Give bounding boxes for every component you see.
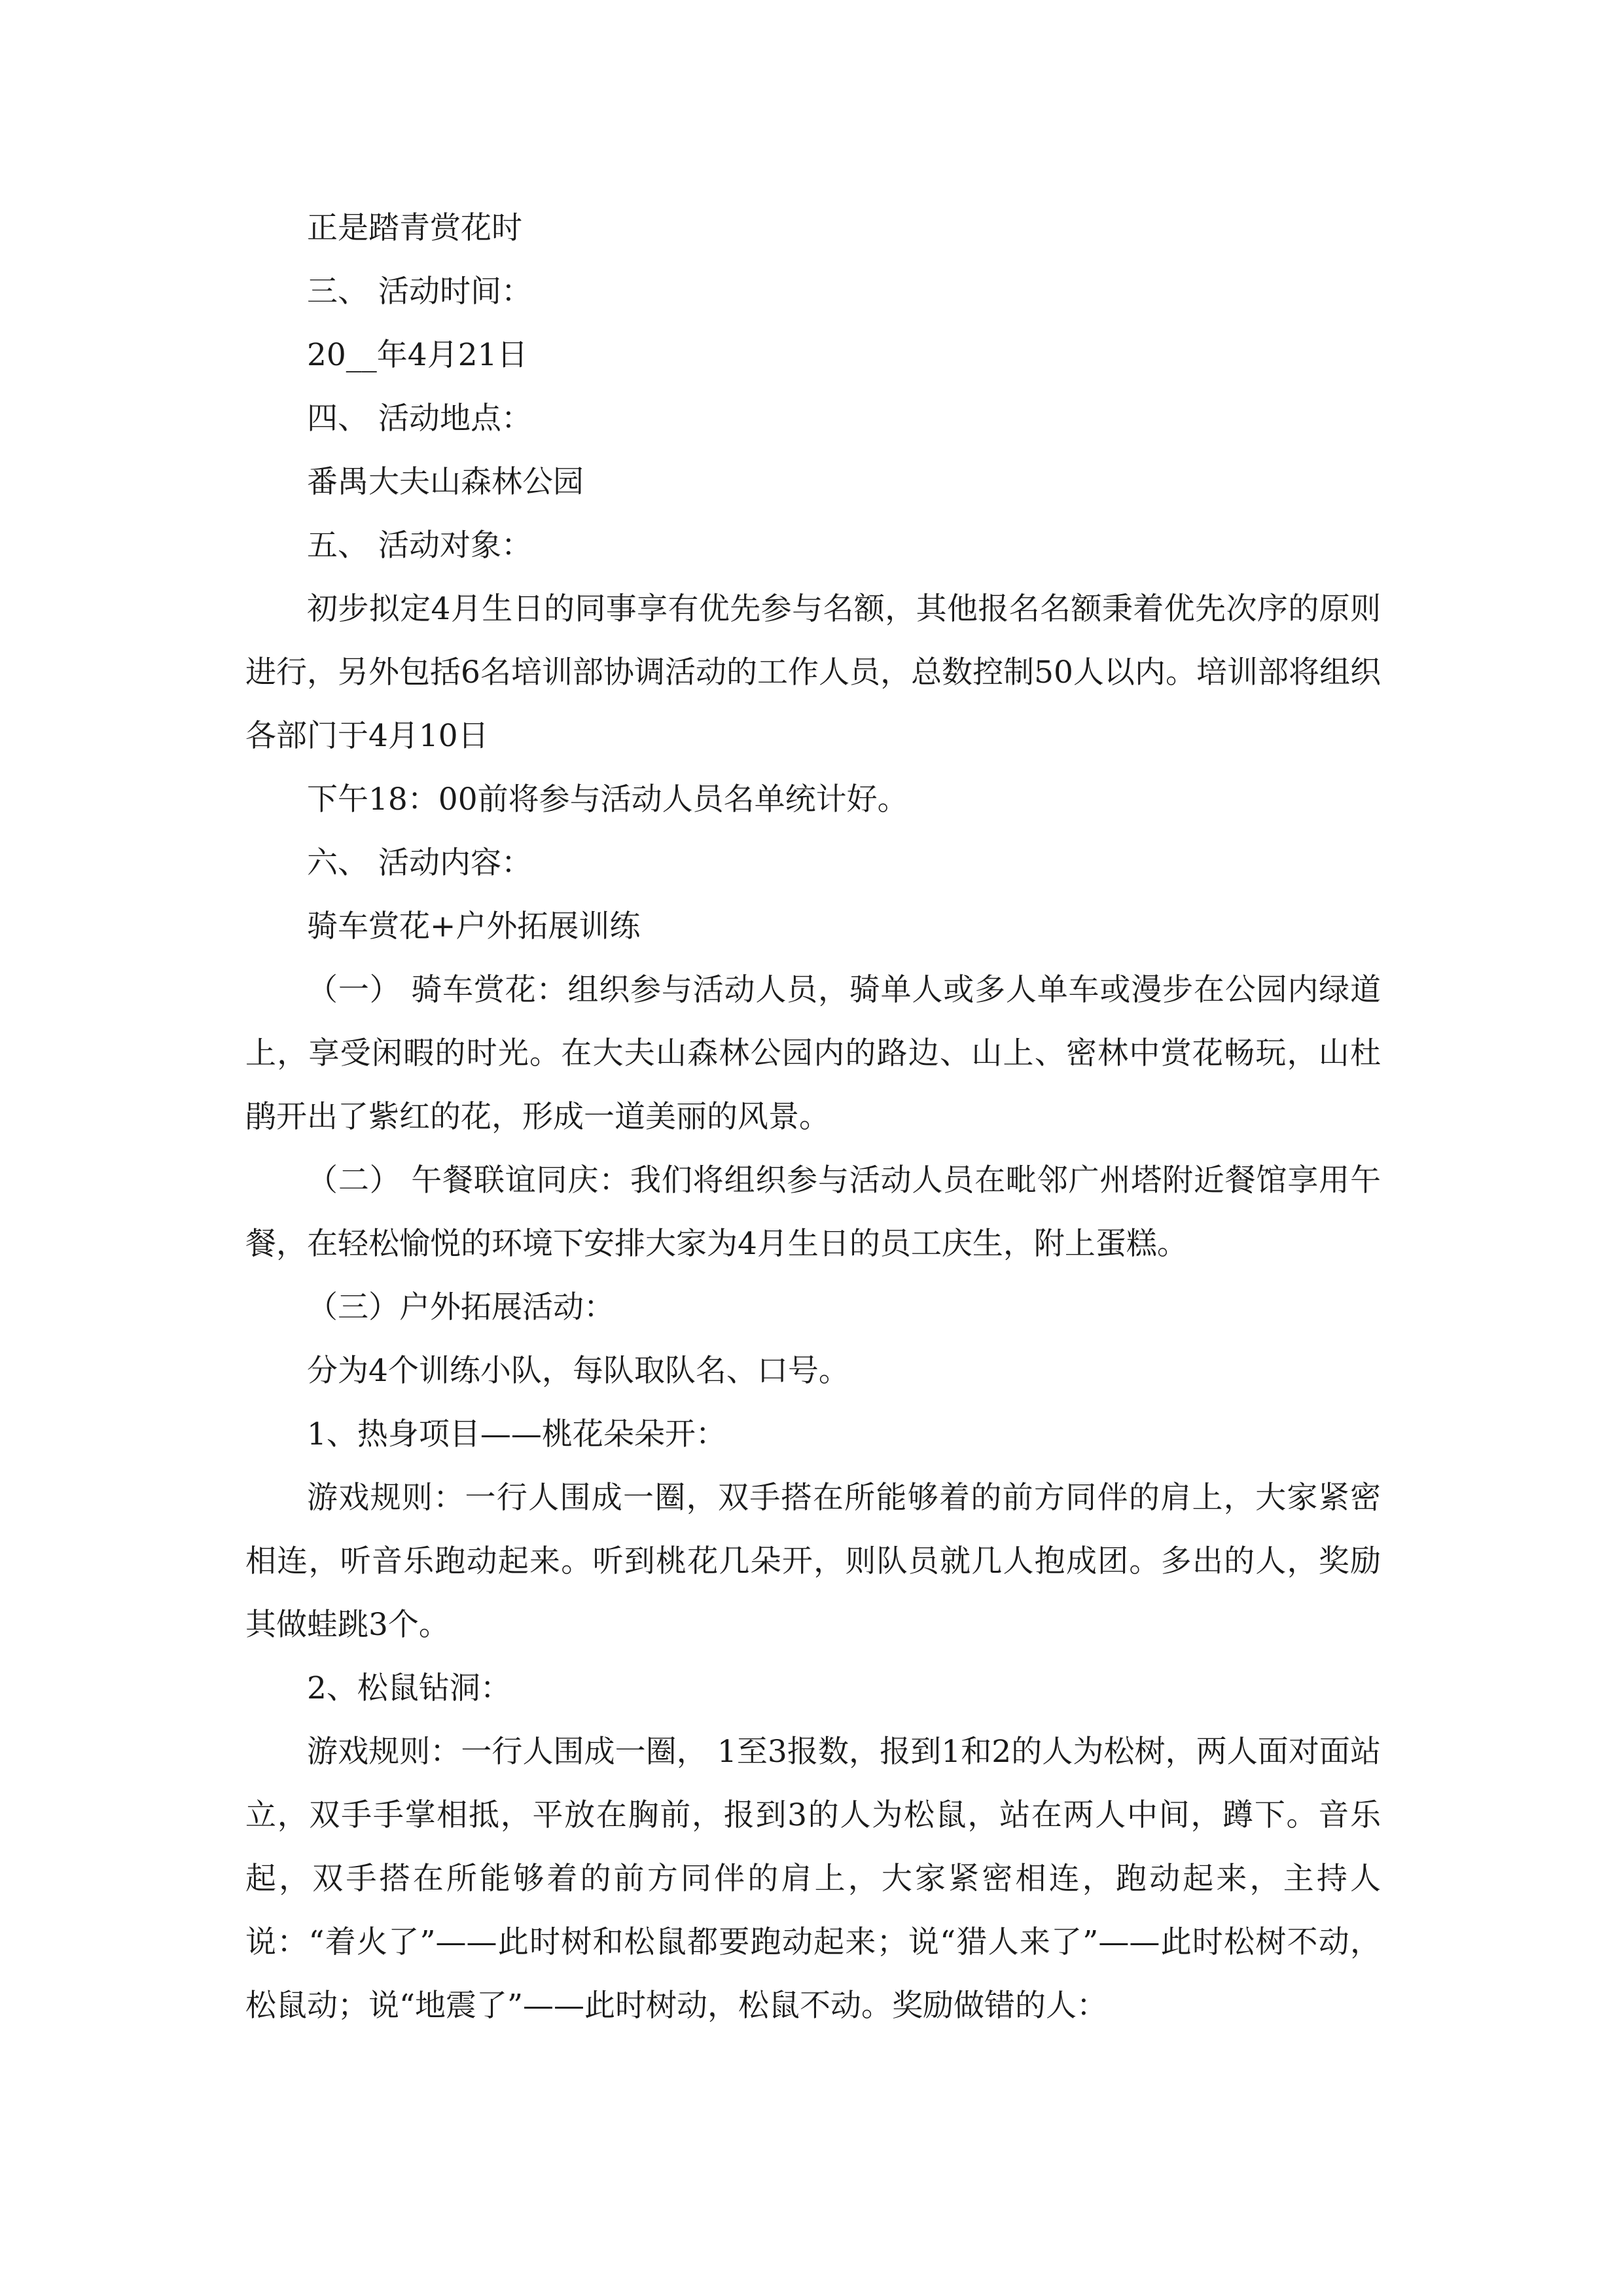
- paragraph-activity-summary: 骑车赏花+户外拓展训练: [307, 908, 641, 944]
- document-body: [245, 196, 1381, 2037]
- paragraph-registration-deadline: 下午18：00前将参与活动人员名单统计好。: [307, 781, 908, 817]
- paragraph-cycling: （一） 骑车赏花：组织参与活动人员，骑单人或多人单车或漫步在公园内绿道上，享受闲暇的时光。在大夫山森林公园内的路边、山上、密林中赏花畅玩，山杜鹃开出了紫红的花，形成一道美丽的风景。: [245, 972, 1381, 1135]
- paragraph-squirrel-rules: 游戏规则：一行人围成一圈， 1至3报数，报到1和2的人为松树，两人面对面站立，双手手掌相抵，平放在胸前，报到3的人为松鼠，站在两人中间，蹲下。音乐起，双手搭在所能够着的前方同伴的肩上，大家紧密相连，跑动起来，主持人说：“着火了”——此时树和松鼠都要跑动起来；说“猎人来了”——此时松树不动，松鼠动；说“地震了”——此时树动，松鼠不动。奖励做错的人：: [245, 1734, 1382, 2024]
- heading-outdoor-activity: （三）户外拓展活动：: [307, 1289, 615, 1325]
- heading-activity-participants: 五、 活动对象：: [307, 528, 532, 564]
- paragraph-teams: 分为4个训练小队，每队取队名、口号。: [307, 1353, 849, 1389]
- heading-activity-location: 四、 活动地点：: [307, 401, 532, 437]
- heading-activity-content: 六、 活动内容：: [307, 845, 532, 881]
- paragraph-activity-date: 20__年4月21日: [307, 337, 528, 373]
- paragraph-intro: 正是踏青赏花时: [307, 210, 522, 246]
- paragraph-activity-location: 番禺大夫山森林公园: [307, 464, 584, 500]
- heading-warmup-game: 1、热身项目——桃花朵朵开：: [307, 1416, 726, 1452]
- heading-activity-time: 三、 活动时间：: [307, 274, 532, 310]
- heading-squirrel-game: 2、松鼠钻洞：: [307, 1670, 511, 1706]
- paragraph-participants-rules: 初步拟定4月生日的同事享有优先参与名额，其他报名名额秉着优先次序的原则进行，另外包括6名培训部协调活动的工作人员，总数控制50人以内。培训部将组织各部门于4月10日: [245, 591, 1381, 754]
- paragraph-warmup-rules: 游戏规则：一行人围成一圈，双手搭在所能够着的前方同伴的肩上，大家紧密相连，听音乐跑动起来。听到桃花几朵开，则队员就几人抱成团。多出的人，奖励其做蛙跳3个。: [245, 1480, 1381, 1643]
- paragraph-lunch: （二） 午餐联谊同庆：我们将组织参与活动人员在毗邻广州塔附近餐馆享用午餐，在轻松愉悦的环境下安排大家为4月生日的员工庆生，附上蛋糕。: [245, 1162, 1381, 1262]
